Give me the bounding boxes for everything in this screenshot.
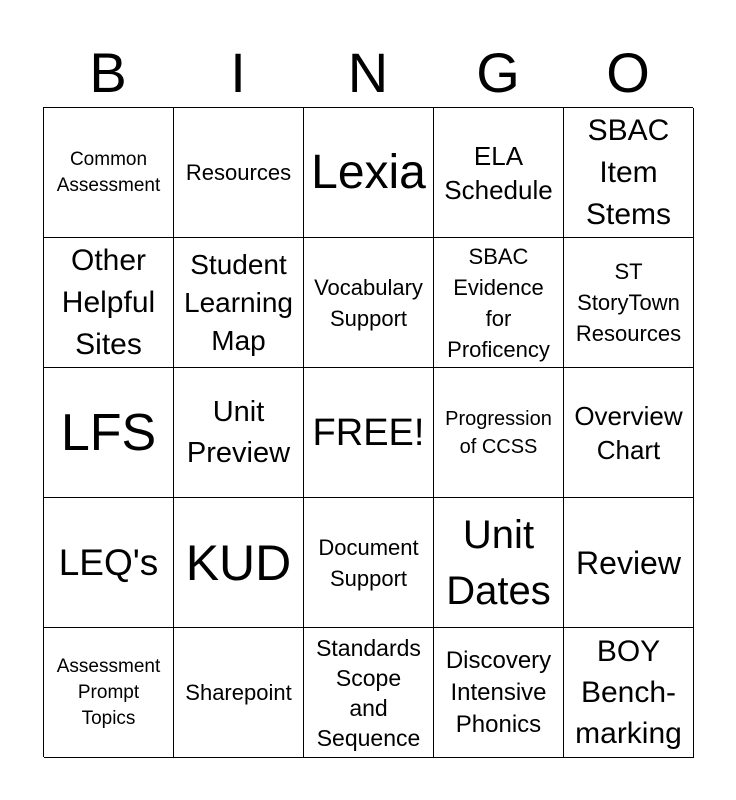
- cell-label: Lexia: [311, 145, 426, 199]
- cell-label: Vocabulary Support: [314, 274, 423, 331]
- bingo-cell[interactable]: [564, 108, 694, 238]
- bingo-cell[interactable]: [564, 368, 694, 498]
- cell-label: SBAC Item Stems: [585, 113, 672, 231]
- bingo-cell[interactable]: [434, 238, 564, 368]
- cell-label: LEQ's: [58, 541, 159, 583]
- cell-label: Discovery Intensive Phonics: [445, 646, 552, 738]
- bingo-cell[interactable]: [434, 368, 564, 498]
- bingo-cell[interactable]: [564, 628, 694, 758]
- cell-label: Sharepoint: [185, 680, 292, 705]
- cell-label: BOY Bench- marking: [575, 635, 682, 750]
- cell-label: Review: [576, 544, 681, 581]
- cell-label: KUD: [185, 534, 292, 591]
- bingo-cell[interactable]: [44, 498, 174, 628]
- bingo-cell[interactable]: [174, 108, 304, 238]
- bingo-cell[interactable]: [304, 628, 434, 758]
- cell-label: ELA Schedule: [444, 140, 553, 205]
- bingo-card-grid: [43, 107, 693, 757]
- bingo-cell[interactable]: [304, 368, 434, 498]
- bingo-cell[interactable]: [434, 108, 564, 238]
- cell-label: ST StoryTown Resources: [575, 259, 682, 346]
- bingo-cell[interactable]: [44, 108, 174, 238]
- cell-label: LFS: [60, 403, 157, 462]
- cell-label: Unit Dates: [446, 512, 551, 613]
- bingo-cell[interactable]: [434, 628, 564, 758]
- cell-label: FREE!: [312, 411, 425, 454]
- cell-label: Overview Chart: [574, 400, 683, 465]
- bingo-cell[interactable]: [44, 238, 174, 368]
- bingo-cell[interactable]: [44, 628, 174, 758]
- bingo-cell[interactable]: [174, 498, 304, 628]
- cell-label: Resources: [185, 160, 292, 185]
- bingo-cell[interactable]: [304, 108, 434, 238]
- cell-label: Standards Scope and Sequence: [316, 634, 421, 751]
- header-letter-b: B: [89, 41, 127, 104]
- cell-label: SBAC Evidence for Proficency: [447, 243, 550, 362]
- bingo-cell[interactable]: [174, 628, 304, 758]
- bingo-cell[interactable]: [174, 368, 304, 498]
- cell-label: Common Assessment: [56, 148, 161, 196]
- bingo-cell[interactable]: [174, 238, 304, 368]
- cell-label: Unit Preview: [186, 395, 291, 469]
- bingo-cell[interactable]: [44, 368, 174, 498]
- cell-label: Document Support: [318, 534, 419, 591]
- cell-label: Student Learning Map: [184, 248, 293, 356]
- cell-label: Other Helpful Sites: [61, 243, 156, 361]
- header-letter-i: I: [230, 41, 246, 104]
- bingo-cell[interactable]: [304, 498, 434, 628]
- bingo-cell[interactable]: [434, 498, 564, 628]
- bingo-cell[interactable]: [564, 498, 694, 628]
- bingo-cell[interactable]: [564, 238, 694, 368]
- bingo-cell[interactable]: [304, 238, 434, 368]
- header-letter-o: O: [606, 41, 650, 104]
- cell-label: Progression of CCSS: [445, 407, 552, 458]
- bingo-header: [43, 40, 693, 106]
- cell-label: Assessment Prompt Topics: [56, 655, 161, 729]
- header-letter-n: N: [347, 41, 389, 104]
- header-letter-g: G: [476, 41, 520, 104]
